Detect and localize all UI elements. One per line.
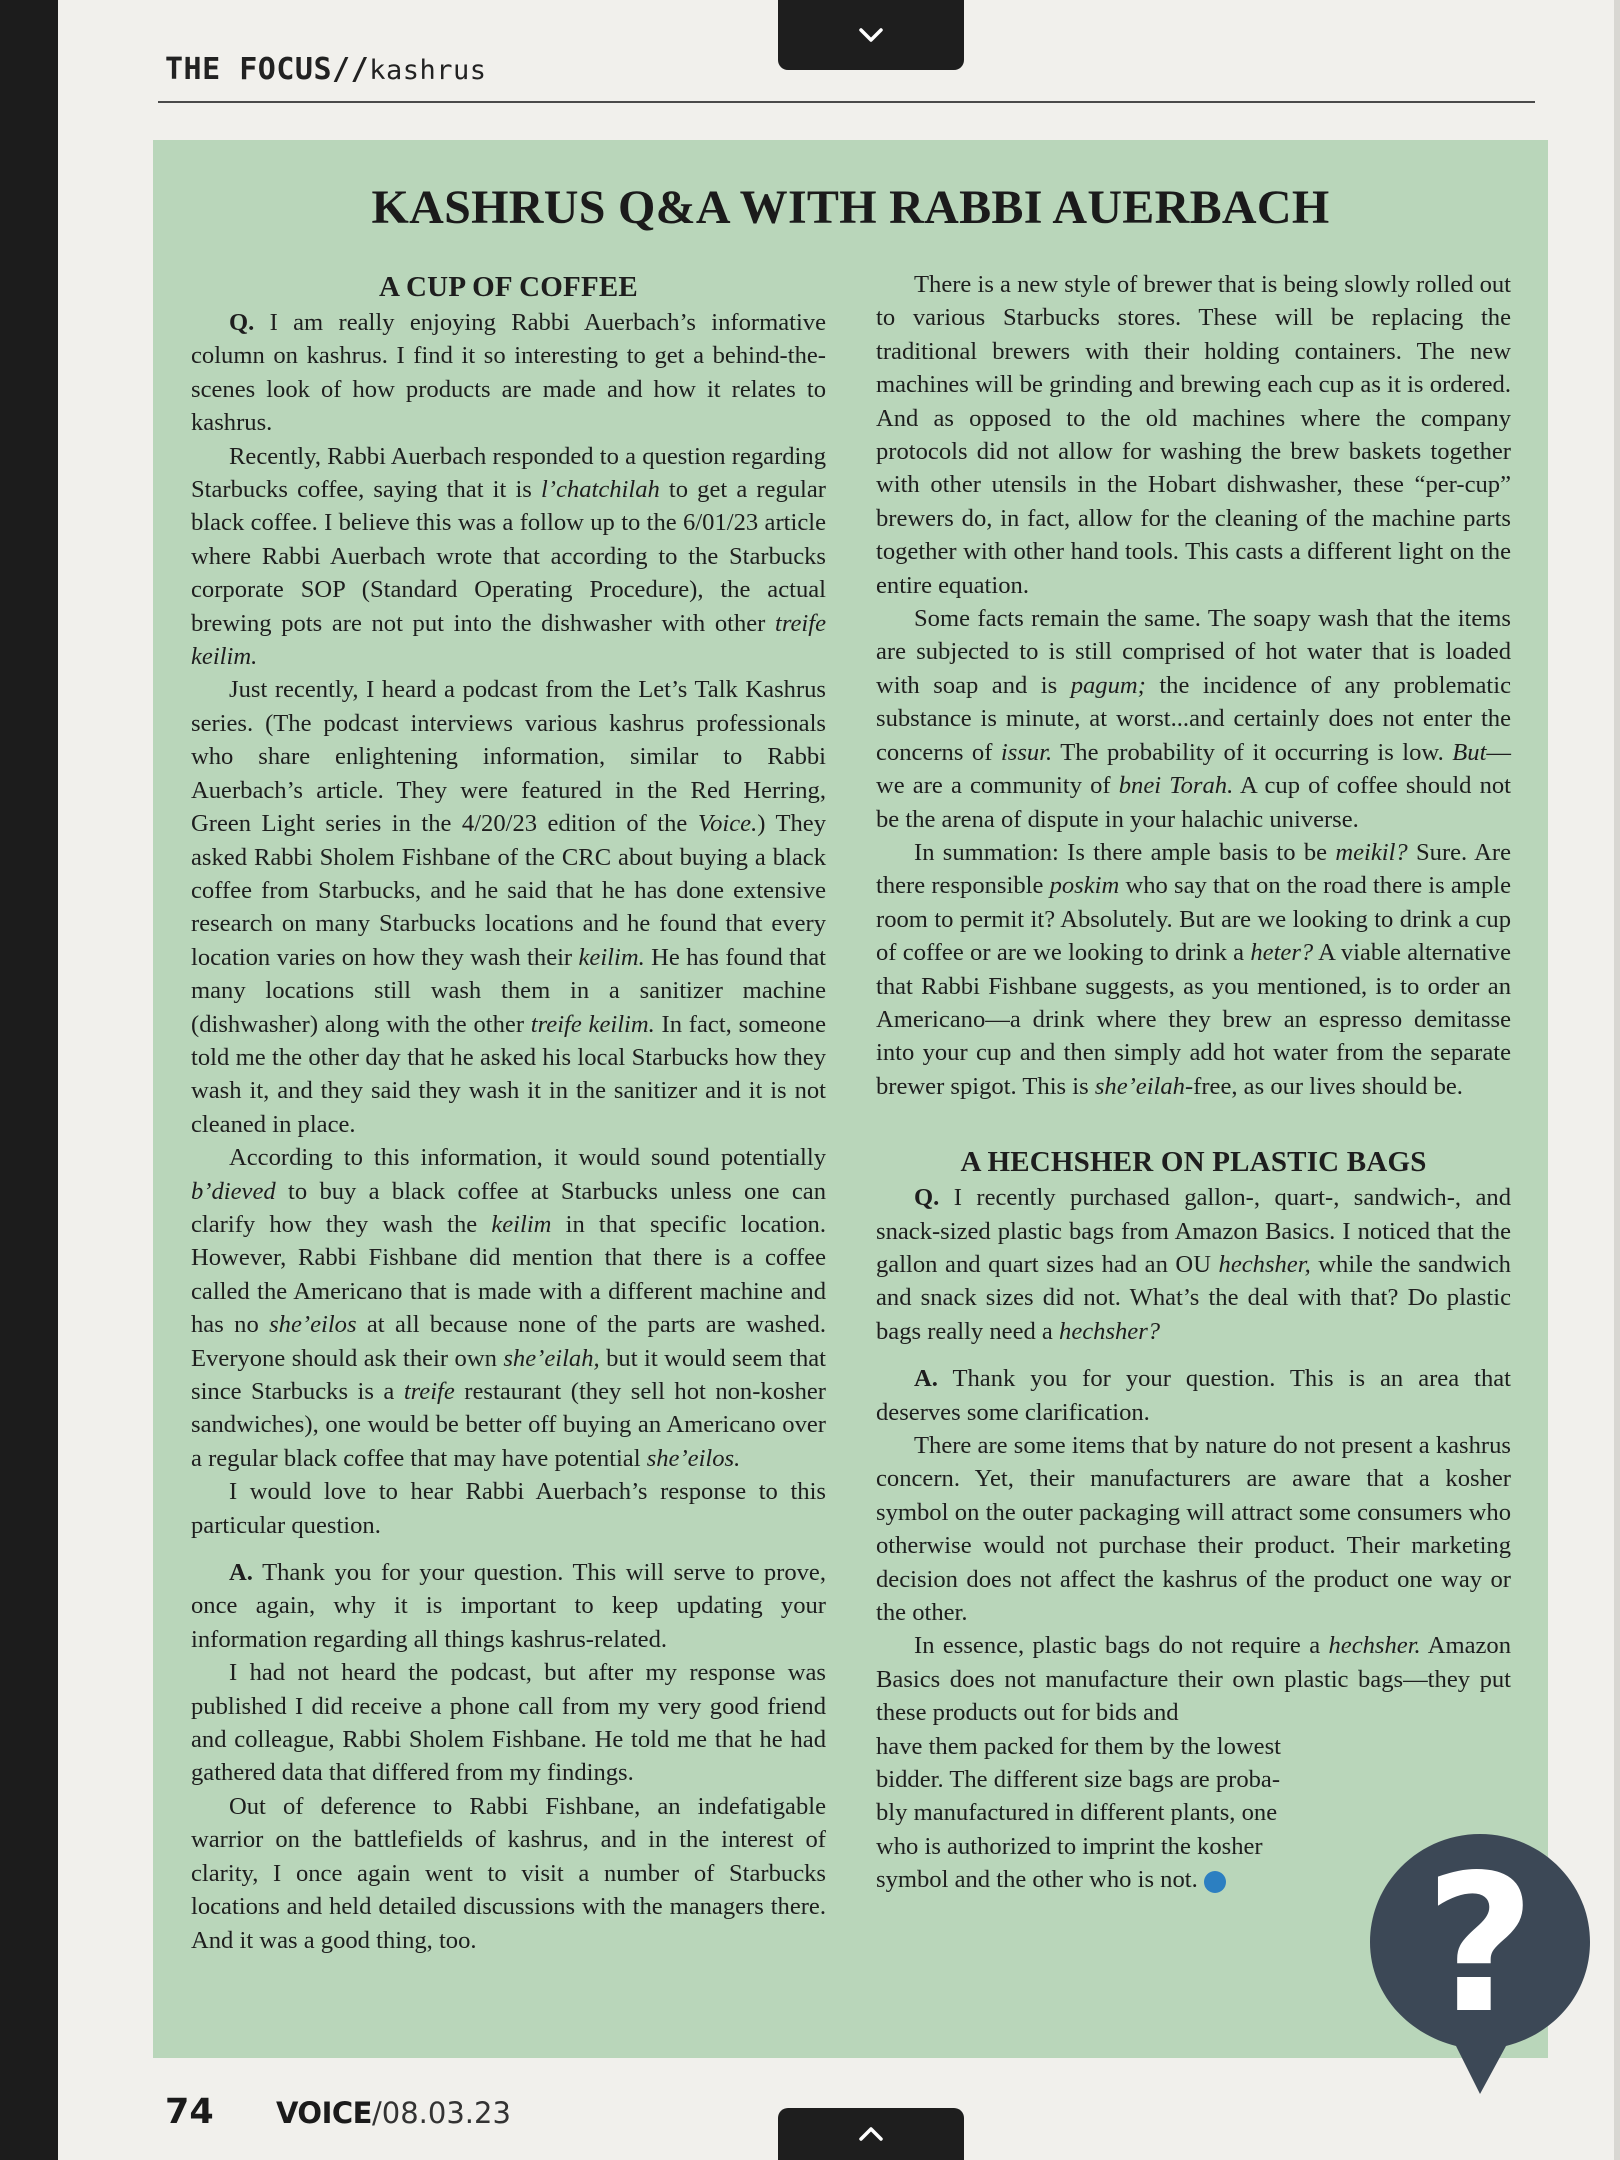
text-line [876, 1863, 1346, 1896]
question-paragraph [191, 440, 826, 674]
text: to get a regular black coffee. I believe this was a follow up to the 6/01/23 article where Rabbi Auerbach wrote that according to the Starbucks corporate SOP (Standard Operating Procedure), the actual brewing pots are not put into the dishwasher with other [191, 476, 826, 637]
question-mark-icon [1364, 1828, 1596, 2100]
page-number: 74 [165, 2092, 214, 2132]
text: symbol and the other who is not. [876, 1866, 1198, 1894]
answer-label: A. [229, 1559, 253, 1587]
italic-term: treife [403, 1378, 455, 1405]
answer-label: A. [914, 1365, 938, 1393]
text: Thank you for your question. This will serve to prove, once again, why it is important to keep updating your information regarding all things kashrus-related. [191, 1559, 826, 1653]
header-rule [158, 101, 1535, 103]
text: Some facts remain the same. The soapy wash that the items are subjected to is still comprised of hot water that is loaded with soap and is [876, 605, 1511, 699]
question-label: Q. [229, 309, 255, 336]
answer-paragraph: There are some items that by nature do not present a kashrus concern. Yet, their manufacturers are aware that a kosher symbol on the outer packaging will attract some consumers who otherwise would not purchase their product. Their marketing decision does not affect the kashrus of the product one way or the other. [876, 1432, 1511, 1627]
text: A cup of coffee should not be the arena of dispute in your halachic universe. [876, 772, 1511, 833]
italic-term: treife keilim. [191, 609, 826, 671]
issue-date: /08.03.23 [371, 2096, 511, 2130]
page-up-button[interactable] [778, 2108, 964, 2160]
text: The probability of it occurring is low. [1052, 738, 1453, 766]
question-paragraph [191, 306, 826, 440]
italic-term: issur. [1000, 738, 1053, 766]
section-label [165, 52, 486, 87]
question-label: Q. [914, 1184, 940, 1212]
question-paragraph [191, 1141, 826, 1475]
italic-term: pagum; [1070, 671, 1146, 699]
section-header [165, 52, 1535, 87]
text: but it would seem that since Starbucks is a [191, 1344, 826, 1405]
answer-paragraph [876, 602, 1511, 836]
text-line: who is authorized to imprint the kosher [876, 1832, 1263, 1860]
section-title-plastic-bags: A HECHSHER ON PLASTIC BAGS [960, 1146, 1427, 1179]
text: He has found that many locations still wash them in a sanitizer machine (dishwasher) along with the other [191, 943, 827, 1038]
italic-term: treife keilim. [530, 1010, 655, 1038]
text-line: bly manufactured in different plants, one [876, 1799, 1278, 1827]
italic-term: she’eilos. [646, 1444, 741, 1472]
subsection-name: kashrus [369, 55, 487, 86]
italic-term: heter? [1250, 939, 1314, 967]
text: at all because none of the parts are washed. Everyone should ask their own [191, 1311, 826, 1372]
question-paragraph [191, 673, 826, 1141]
right-column [876, 268, 1511, 1897]
text: -free, as our lives should be. [1184, 1072, 1463, 1100]
text: the incidence of any problematic substance is minute, at worst...and certainly does not enter the concerns of [876, 671, 1511, 766]
italic-term: poskim [1049, 872, 1120, 900]
text: In fact, someone told me the other day that he asked his local Starbucks how they wash it, and they said they wash it in the sanitizer and it is not cleaned in place. [191, 1010, 826, 1138]
text: I am really enjoying Rabbi Auerbach’s informative column on kashrus. I find it so interesting to get a behind-the-scenes look of how products are made and how it relates to kashrus. [191, 309, 826, 437]
italic-term: l’chatchilah [540, 476, 660, 504]
text: Recently, Rabbi Auerbach responded to a question regarding Starbucks coffee, saying that it is [191, 442, 826, 504]
section-name: THE FOCUS// [165, 52, 370, 87]
italic-term: bnei Torah. [1118, 772, 1234, 800]
text: Amazon Basics does not manufacture their own plastic bags—they put these products out for bids and [876, 1632, 1512, 1727]
italic-term: she’eilah [1094, 1072, 1185, 1100]
text: ) They asked Rabbi Sholem Fishbane of the CRC about buying a black coffee from Starbucks, and he said that he has done extensive research on many Starbucks locations and he found that every location varies on how they wash their [191, 810, 826, 971]
answer-paragraph: Out of deference to Rabbi Fishbane, an indefatigable warrior on the battlefields of kashrus, and in the interest of clarity, I once again went to visit a number of Starbucks locations and held detailed discussions with the managers there. And it was a good thing, too. [191, 1792, 826, 1954]
answer-paragraph [876, 1629, 1511, 1729]
text: According to this information, it would sound potentially [229, 1144, 826, 1172]
italic-term: hechsher. [1328, 1632, 1421, 1660]
text-line: bidder. The different size bags are proba- [876, 1766, 1281, 1794]
text: Sure. Are there responsible [876, 838, 1511, 900]
article-title: KASHRUS Q&A WITH RABBI AUERBACH [371, 181, 1330, 234]
text: Thank you for your question. This is an area that deserves some clarification. [876, 1365, 1511, 1426]
left-column [191, 268, 826, 1957]
text: —we are a community of [876, 738, 1511, 800]
italic-term: she’eilah, [503, 1344, 600, 1372]
text: In essence, plastic bags do not require a [914, 1632, 1329, 1660]
svg-text:?: ? [1424, 1834, 1536, 2055]
question-paragraph [876, 1181, 1511, 1348]
italic-term: hechsher, [1218, 1250, 1311, 1278]
text: In summation: Is there ample basis to be [914, 838, 1336, 866]
wrapped-lines [876, 1730, 1346, 1897]
answer-paragraph [876, 1362, 1511, 1429]
text: A viable alternative that Rabbi Fishbane suggests, as you mentioned, is to order an Americano—a drink where they brew an espresso demitasse into your cup and then simply add hot water from the separate brewer spigot. This is [876, 939, 1511, 1100]
publication-name: VOICE [276, 2096, 372, 2130]
answer-paragraph [876, 836, 1511, 1103]
publication-line [276, 2096, 511, 2130]
italic-term: Voice. [697, 810, 758, 838]
section-title-coffee: A CUP OF COFFEE [379, 271, 638, 303]
left-edge-bar [0, 0, 58, 2160]
text: who say that on the road there is ample room to permit it? Absolutely. But are we looking to drink a cup of coffee or are we looking to drink a [876, 872, 1511, 967]
answer-paragraph [191, 1556, 826, 1656]
text: restaurant (they sell hot non-kosher sandwiches), one would be better off buying an Americano over a regular black coffee that may have potential [191, 1378, 826, 1472]
text-line: have them packed for them by the lowest [876, 1732, 1281, 1760]
answer-paragraph: There is a new style of brewer that is being slowly rolled out to various Starbucks stores. These will be replacing the traditional brewers with their holding containers. The new machines will be grinding and brewing each cup as it is ordered. And as opposed to the old machines where the company protocols did not allow for washing the brew baskets together with other utensils in the Hobart dishwasher, these “per-cup” brewers do, in fact, allow for the cleaning of the machine parts together with other hand tools. This casts a different light on the entire equation. [876, 271, 1511, 599]
italic-term: hechsher? [1059, 1317, 1161, 1345]
italic-term: keilim [491, 1210, 552, 1238]
text: while the sandwich and snack sizes did not. What’s the deal with that? Do plastic bags really need a [876, 1250, 1511, 1345]
article-panel [153, 140, 1548, 2058]
chevron-up-icon [856, 2124, 886, 2144]
italic-term: b’dieved [191, 1177, 276, 1205]
text: Just recently, I heard a podcast from the Let’s Talk Kashrus series. (The podcast interviews various kashrus professionals who share enlightening information, similar to Rabbi Auerbach’s article. They were featured in the Red Herring, Green Light series in the 4/20/23 edition of the [191, 676, 826, 838]
italic-term: meikil? [1335, 838, 1408, 866]
right-edge-bar [1614, 0, 1620, 2160]
text: I recently purchased gallon-, quart-, sandwich-, and snack-sized plastic bags from Amazon Basics. I noticed that the gallon and quart sizes had an OU [876, 1184, 1512, 1278]
chevron-down-icon [856, 25, 886, 45]
end-dot-icon [1204, 1871, 1226, 1893]
italic-term: But [1452, 738, 1487, 766]
text: to buy a black coffee at Starbucks unless one can clarify how they wash the [191, 1177, 826, 1238]
italic-term: keilim. [578, 943, 645, 971]
text: in that specific location. However, Rabbi Fishbane did mention that there is a coffee called the Americano that is made with a different machine and has no [191, 1210, 826, 1339]
answer-paragraph: I had not heard the podcast, but after my response was published I did receive a phone call from my very good friend and colleague, Rabbi Sholem Fishbane. He told me that he had gathered data that differed from my findings. [191, 1659, 826, 1787]
question-paragraph: I would love to hear Rabbi Auerbach’s response to this particular question. [191, 1478, 826, 1539]
italic-term: she’eilos [269, 1311, 357, 1339]
